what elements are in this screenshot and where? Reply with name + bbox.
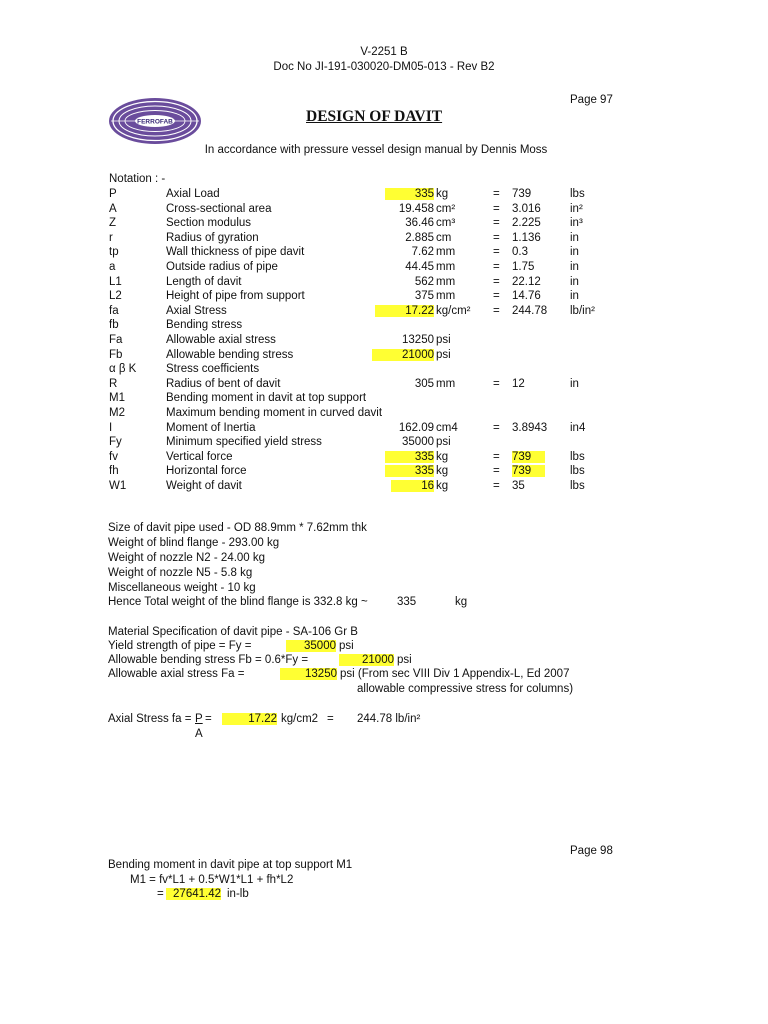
notation-converted-unit: lbs — [570, 450, 585, 463]
notation-symbol: fb — [109, 319, 119, 332]
notation-unit: cm — [436, 231, 452, 244]
notation-unit: mm — [436, 246, 456, 259]
notation-equals: = — [493, 304, 500, 317]
svg-text:FERROFAB: FERROFAB — [137, 118, 173, 126]
notation-value: 335 — [385, 465, 434, 477]
notation-symbol: M2 — [109, 407, 125, 419]
notation-equals: = — [493, 217, 500, 230]
notation-symbol: W1 — [109, 480, 127, 492]
notation-row — [0, 232, 768, 247]
notation-equals: = — [493, 290, 500, 303]
notation-value: 19.458 — [398, 202, 434, 215]
notation-value: 35000 — [402, 436, 434, 449]
notation-value: 305 — [414, 377, 434, 390]
notation-row — [0, 319, 768, 334]
notation-unit: cm4 — [436, 421, 458, 434]
notation-symbol: a — [109, 261, 116, 273]
notation-row — [0, 188, 768, 203]
notation-converted-unit: lbs — [570, 465, 585, 478]
notation-row — [0, 305, 768, 320]
notation-description: Radius of gyration — [166, 231, 259, 244]
notation-description: Vertical force — [166, 450, 233, 463]
notation-row — [0, 465, 768, 480]
notation-unit: mm — [436, 290, 456, 303]
notation-unit: cm² — [436, 202, 456, 215]
notation-unit: kg/cm² — [436, 304, 471, 317]
notation-symbol: Fy — [109, 436, 122, 449]
axial-stress-converted: 244.78 lb/in² — [357, 713, 421, 725]
notation-row — [0, 363, 768, 378]
notation-equals: = — [493, 188, 500, 200]
axial-equals-2: = — [327, 713, 334, 725]
bending-moment-value: 27641.42 — [166, 888, 221, 900]
notation-value: 335 — [385, 451, 434, 463]
notation-unit: kg — [436, 188, 449, 200]
company-logo — [108, 97, 202, 145]
notation-description: Allowable bending stress — [166, 348, 294, 361]
notation-description: Allowable axial stress — [166, 334, 276, 346]
notation-row — [0, 276, 768, 291]
notation-symbol: L1 — [109, 275, 122, 288]
notation-converted-value: 1.136 — [512, 231, 541, 244]
notation-description: Weight of davit — [166, 480, 242, 492]
notation-equals: = — [493, 480, 500, 492]
document-title: DESIGN OF DAVIT — [306, 108, 443, 125]
notation-description: Height of pipe from support — [166, 290, 305, 303]
notation-description: Minimum specified yield stress — [166, 436, 322, 449]
page-number-98: Page 98 — [570, 845, 613, 857]
notation-row — [0, 261, 768, 276]
notation-converted-value: 244.78 — [512, 304, 548, 317]
notation-symbol: L2 — [109, 290, 122, 303]
notation-value: 13250 — [402, 334, 434, 346]
notation-row — [0, 290, 768, 305]
notation-description: Moment of Inertia — [166, 421, 256, 434]
allowable-axial-value: 13250 — [280, 668, 337, 680]
axial-stress-label: Axial Stress fa = — [108, 713, 192, 725]
notation-symbol: tp — [109, 246, 119, 259]
notation-converted-unit: lbs — [570, 480, 585, 492]
notation-converted-unit: in4 — [570, 421, 586, 434]
allowable-axial-label: Allowable axial stress Fa = — [108, 668, 245, 680]
notation-description: Cross-sectional area — [166, 202, 272, 215]
notation-converted-value: 1.75 — [512, 261, 535, 273]
notation-description: Axial Stress — [166, 304, 227, 317]
document-subtitle: In accordance with pressure vessel design manual by Dennis Moss — [204, 144, 548, 156]
allowable-axial-note: allowable compressive stress for columns) — [357, 683, 574, 695]
notation-row — [0, 422, 768, 437]
notation-converted-unit: in — [570, 231, 579, 244]
allowable-axial-unit: psi (From sec VIII Div 1 Appendix-L, Ed 2007 — [340, 668, 570, 680]
notation-equals: = — [493, 261, 500, 273]
bending-moment-heading: Bending moment in davit pipe at top support M1 — [108, 859, 353, 871]
notation-converted-value: 0.3 — [512, 246, 528, 259]
notation-symbol: Z — [109, 217, 117, 230]
notation-converted-unit: in — [570, 261, 579, 273]
notation-symbol: M1 — [109, 392, 125, 405]
notation-converted-value: 2.225 — [512, 217, 541, 230]
notation-description: Stress coefficients — [166, 363, 260, 376]
notation-row — [0, 217, 768, 232]
notation-converted-value: 14.76 — [512, 290, 541, 303]
nozzle-n2-weight-line: Weight of nozzle N2 - 24.00 kg — [108, 552, 266, 564]
notation-row — [0, 246, 768, 261]
notation-symbol: I — [109, 421, 113, 434]
notation-equals: = — [493, 377, 500, 390]
notation-value: 44.45 — [405, 261, 434, 273]
notation-unit: kg — [436, 450, 449, 463]
allowable-bending-unit: psi — [397, 654, 412, 666]
notation-value: 2.885 — [405, 231, 434, 244]
notation-equals: = — [493, 421, 500, 434]
notation-unit: psi — [436, 348, 451, 361]
ferrofab-logo-icon — [108, 97, 202, 145]
notation-value: 162.09 — [398, 421, 434, 434]
notation-equals: = — [493, 465, 500, 478]
notation-converted-unit: in — [570, 246, 579, 259]
notation-value: 562 — [414, 275, 434, 288]
notation-description: Bending moment in davit at top support — [166, 392, 367, 405]
notation-symbol: r — [109, 231, 113, 244]
notation-converted-unit: in³ — [570, 217, 583, 230]
notation-row — [0, 407, 768, 422]
notation-unit: psi — [436, 334, 451, 346]
axial-stress-value: 17.22 — [222, 713, 277, 725]
notation-converted-unit: in² — [570, 202, 583, 215]
notation-row — [0, 480, 768, 495]
notation-label: Notation : - — [109, 173, 166, 185]
notation-symbol: Fa — [109, 334, 123, 346]
notation-unit: cm³ — [436, 217, 456, 230]
notation-unit: mm — [436, 261, 456, 273]
notation-converted-value: 12 — [512, 377, 525, 390]
notation-equals: = — [493, 231, 500, 244]
notation-value: 16 — [391, 480, 434, 492]
notation-description: Bending stress — [166, 319, 243, 332]
notation-converted-unit: in — [570, 290, 579, 303]
notation-value: 36.46 — [405, 217, 434, 230]
notation-unit: kg — [436, 465, 449, 478]
notation-symbol: R — [109, 377, 118, 390]
axial-numerator: P — [195, 713, 203, 725]
notation-description: Radius of bent of davit — [166, 377, 281, 390]
axial-denominator: A — [195, 728, 203, 740]
blind-flange-weight-line: Weight of blind flange - 293.00 kg — [108, 537, 280, 549]
notation-equals: = — [493, 202, 500, 215]
notation-description: Wall thickness of pipe davit — [166, 246, 305, 259]
header-doc-number: Doc No JI-191-030020-DM05-013 - Rev B2 — [273, 61, 495, 73]
yield-strength-unit: psi — [339, 640, 354, 652]
notation-row — [0, 392, 768, 407]
notation-converted-unit: in — [570, 275, 579, 288]
notation-symbol: fv — [109, 450, 118, 463]
notation-description: Outside radius of pipe — [166, 261, 278, 273]
bending-moment-equals: = — [157, 888, 164, 900]
notation-description: Length of davit — [166, 275, 242, 288]
notation-unit: psi — [436, 436, 451, 449]
pipe-size-line: Size of davit pipe used - OD 88.9mm * 7.62mm thk — [108, 522, 367, 534]
notation-symbol: fa — [109, 304, 119, 317]
notation-equals: = — [493, 275, 500, 288]
notation-symbol: α β Κ — [109, 363, 137, 376]
notation-unit: mm — [436, 275, 456, 288]
notation-row — [0, 436, 768, 451]
notation-equals: = — [493, 450, 500, 463]
notation-converted-value: 739 — [512, 451, 545, 463]
notation-value: 335 — [385, 188, 434, 200]
notation-converted-value: 739 — [512, 465, 545, 477]
axial-stress-unit: kg/cm2 — [281, 713, 319, 725]
notation-row — [0, 451, 768, 466]
notation-description: Horizontal force — [166, 465, 247, 478]
notation-row — [0, 349, 768, 364]
notation-row — [0, 203, 768, 218]
notation-symbol: Fb — [109, 348, 123, 361]
total-weight-line: Hence Total weight of the blind flange is 332.8 kg ~ — [108, 596, 368, 608]
total-weight-unit: kg — [455, 596, 468, 608]
notation-converted-unit: lb/in² — [570, 304, 595, 317]
notation-unit: kg — [436, 480, 449, 492]
notation-symbol: fh — [109, 465, 119, 478]
notation-converted-value: 3.016 — [512, 202, 541, 215]
notation-converted-value: 35 — [512, 480, 525, 492]
notation-value: 21000 — [372, 349, 434, 361]
page-number-97: Page 97 — [570, 94, 613, 106]
allowable-bending-label: Allowable bending stress Fb = 0.6*Fy = — [108, 654, 309, 666]
notation-description: Maximum bending moment in curved davit — [166, 407, 383, 419]
notation-converted-value: 22.12 — [512, 275, 541, 288]
notation-equals: = — [493, 246, 500, 259]
bending-moment-formula: M1 = fv*L1 + 0.5*W1*L1 + fh*L2 — [130, 874, 294, 886]
notation-value: 7.62 — [411, 246, 434, 259]
bending-moment-unit: in-lb — [227, 888, 249, 900]
notation-converted-unit: in — [570, 377, 579, 390]
notation-symbol: P — [109, 188, 117, 200]
notation-symbol: A — [109, 202, 117, 215]
notation-row — [0, 378, 768, 393]
axial-equals-1: = — [205, 713, 212, 725]
notation-converted-value: 3.8943 — [512, 421, 548, 434]
allowable-bending-value: 21000 — [339, 654, 394, 666]
notation-converted-unit: lbs — [570, 188, 585, 200]
notation-description: Section modulus — [166, 217, 252, 230]
total-weight-value: 335 — [397, 596, 417, 608]
notation-converted-value: 739 — [512, 188, 532, 200]
misc-weight-line: Miscellaneous weight - 10 kg — [108, 582, 256, 594]
notation-value: 17.22 — [375, 305, 434, 317]
header-line-1: V-2251 B — [360, 46, 408, 58]
material-spec-line: Material Specification of davit pipe - SA-106 Gr B — [108, 626, 358, 638]
notation-description: Axial Load — [166, 188, 220, 200]
nozzle-n5-weight-line: Weight of nozzle N5 - 5.8 kg — [108, 567, 253, 579]
notation-value: 375 — [414, 290, 434, 303]
notation-unit: mm — [436, 377, 456, 390]
yield-strength-value: 35000 — [286, 640, 336, 652]
yield-strength-label: Yield strength of pipe = Fy = — [108, 640, 252, 652]
notation-row — [0, 334, 768, 349]
